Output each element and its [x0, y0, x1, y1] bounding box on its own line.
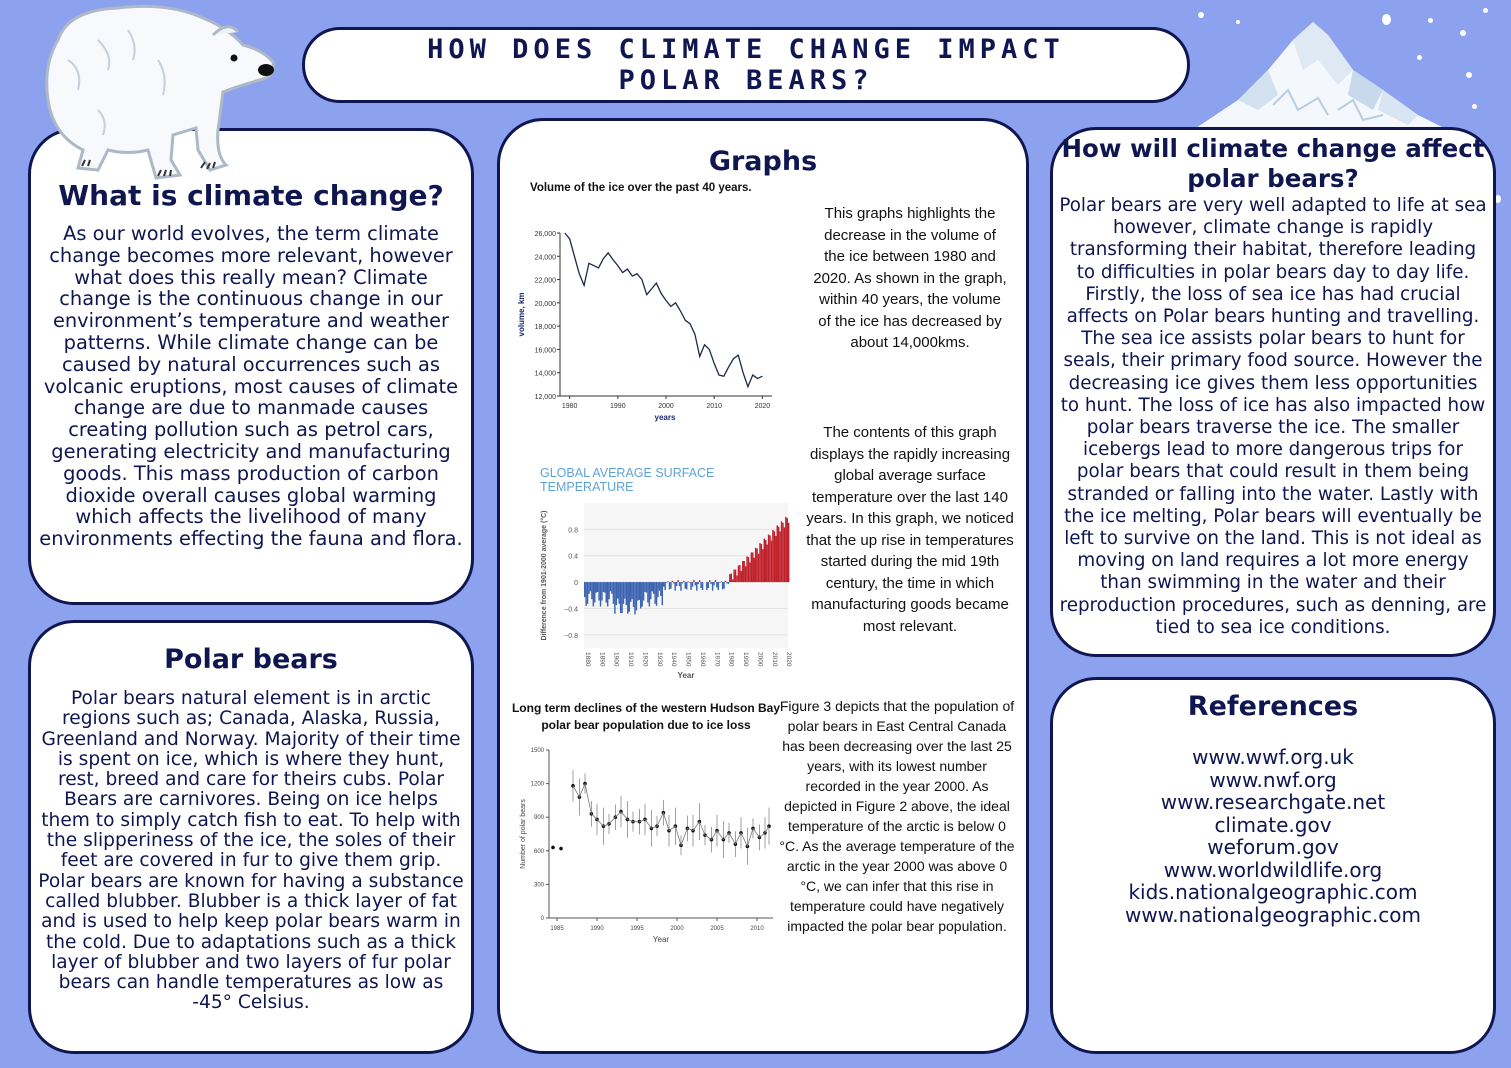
- temperature-bar: [758, 554, 759, 582]
- temperature-bar: [751, 552, 752, 582]
- temperature-bar: [772, 530, 773, 582]
- temperature-bar: [777, 525, 778, 582]
- temperature-bar: [601, 582, 602, 600]
- temperature-bar: [591, 582, 592, 599]
- temperature-bar: [646, 582, 647, 593]
- temperature-bar: [634, 582, 635, 614]
- temperature-bar: [643, 582, 644, 600]
- temperature-bar: [587, 582, 588, 604]
- temperature-bar: [657, 582, 658, 597]
- temperature-bar: [631, 582, 632, 599]
- x-tick-label: 1990: [610, 403, 626, 410]
- temperature-bar: [654, 582, 655, 604]
- temperature-bar: [585, 582, 586, 606]
- temperature-bar: [641, 582, 642, 606]
- population-point: [571, 784, 575, 788]
- temperature-bar: [652, 582, 653, 591]
- x-tick-label: 1980: [561, 403, 578, 410]
- y-tick-label: 14,000: [534, 370, 556, 378]
- ice-volume-line: [565, 233, 763, 387]
- temperature-bar: [677, 580, 678, 582]
- temperature-bar: [595, 582, 596, 593]
- x-tick-label: 1920: [641, 652, 649, 667]
- temperature-bar: [706, 582, 707, 590]
- temperature-bar: [675, 582, 676, 591]
- graph2-caption: The contents of this graph displays the rapidly increasing global average surface temperature over the last 140 years. In this graph, we noticed that the up rise in temperatures started during the mid 19th century, the time in which manufacturing goods became most relevant.: [806, 424, 1014, 635]
- x-tick-label: 1985: [550, 926, 564, 932]
- reference-link[interactable]: climate.gov: [1214, 812, 1332, 837]
- temperature-bar: [653, 582, 654, 594]
- temperature-bar: [676, 582, 677, 586]
- x-tick-label: 2005: [710, 926, 724, 932]
- temperature-bar: [680, 582, 681, 591]
- temperature-bar: [778, 527, 779, 582]
- x-tick-label: 1980: [727, 652, 735, 667]
- temperature-bar: [699, 580, 700, 582]
- temperature-bar: [690, 582, 691, 590]
- graphs-heading: Graphs: [708, 146, 818, 177]
- graph1-caption: This graphs highlights the decrease in the volume of the ice between 1980 and 2020. As shown in the graph, within 40 years, the volume of the ice has decreased by about 14,000kms.: [813, 205, 1007, 351]
- temperature-bar: [719, 582, 720, 583]
- temperature-bar: [720, 581, 721, 582]
- temperature-bar: [629, 582, 630, 612]
- temperature-bar: [669, 582, 670, 589]
- reference-link[interactable]: www.researchgate.net: [1160, 790, 1386, 814]
- y-tick-label: −0.8: [564, 632, 578, 640]
- population-chart: [505, 698, 785, 948]
- affect-heading: How will climate change affect polar bears?: [1061, 134, 1485, 193]
- temperature-bar: [593, 582, 594, 606]
- temperature-bar: [697, 582, 698, 584]
- temperature-bar: [696, 582, 697, 591]
- temperature-bar: [752, 552, 753, 582]
- temperature-bar: [748, 557, 749, 582]
- temperature-bar: [606, 582, 607, 602]
- temperature-bar: [715, 580, 716, 582]
- temperature-bar: [729, 574, 730, 582]
- reference-link[interactable]: www.nwf.org: [1209, 767, 1337, 792]
- x-tick-label: 1970: [713, 652, 721, 667]
- temperature-bar: [687, 581, 688, 582]
- page-title: HOW DOES CLIMATE CHANGE IMPACT POLAR BEARS?: [427, 34, 1065, 96]
- y-axis-label: Difference from 1901-2000 average (°C): [541, 510, 548, 641]
- temperature-bar: [693, 580, 694, 582]
- x-tick-label: 1900: [612, 652, 620, 667]
- temperature-bar: [745, 566, 746, 582]
- temperature-bar: [712, 582, 713, 591]
- temperature-bar: [766, 545, 767, 583]
- temperature-bar: [768, 535, 769, 582]
- temperature-bar: [784, 527, 785, 582]
- reference-link[interactable]: www.wwf.org.uk: [1192, 745, 1354, 769]
- temperature-bar: [620, 582, 621, 613]
- ice-volume-chart: [510, 178, 792, 426]
- temperature-bar: [667, 581, 668, 582]
- temperature-bar: [749, 562, 750, 582]
- x-axis-label: Year: [677, 671, 695, 680]
- temperature-bar: [771, 541, 772, 583]
- temperature-bar: [603, 582, 604, 592]
- temperature-bar: [627, 582, 628, 614]
- polar-bears-heading: Polar bears: [164, 644, 338, 675]
- temperature-bar: [754, 558, 755, 582]
- temperature-bar: [741, 571, 742, 582]
- temperature-bar: [686, 582, 687, 589]
- temperature-bar: [692, 582, 693, 587]
- climate-change-panel: [28, 128, 474, 605]
- references-list: [1053, 746, 1493, 926]
- y-tick-label: 26,000: [534, 231, 556, 238]
- temperature-bar: [742, 561, 743, 582]
- temperature-bar: [725, 581, 726, 582]
- y-tick-label: 900: [533, 815, 544, 822]
- affect-panel: [1050, 127, 1496, 657]
- reference-link[interactable]: kids.nationalgeographic.com: [1128, 880, 1418, 904]
- temperature-bar: [649, 582, 650, 606]
- y-tick-label: 12,000: [534, 394, 556, 401]
- temperature-bar: [604, 582, 605, 593]
- temperature-bar: [666, 582, 667, 583]
- population-point: [559, 847, 563, 851]
- temperature-bar: [633, 582, 634, 607]
- temperature-bar: [787, 518, 788, 582]
- temperature-bar: [618, 582, 619, 604]
- temperature-bar: [735, 570, 736, 583]
- temperature-bar: [689, 582, 690, 583]
- temperature-bar: [617, 582, 618, 598]
- y-tick-label: 300: [533, 882, 544, 889]
- x-tick-label: 1910: [627, 652, 635, 667]
- climate-change-heading: What is climate change?: [58, 179, 444, 212]
- temperature-chart: [532, 458, 794, 680]
- temperature-bar: [723, 582, 724, 589]
- temperature-bar: [779, 531, 780, 582]
- temperature-bar: [710, 582, 711, 584]
- temperature-bar: [739, 565, 740, 582]
- temperature-bar: [695, 582, 696, 585]
- x-tick-label: 2010: [706, 403, 722, 410]
- x-tick-label: 2000: [658, 403, 674, 410]
- references-panel: [1050, 677, 1496, 1054]
- temperature-bar: [700, 582, 701, 588]
- temperature-chart-title: GLOBAL AVERAGE SURFACE TEMPERATURE: [540, 466, 715, 494]
- y-axis-label: Number of polar bears: [520, 799, 527, 869]
- x-axis-label: Year: [652, 935, 670, 944]
- y-tick-label: 24,000: [534, 254, 556, 262]
- temperature-bar: [616, 582, 617, 605]
- temperature-bar: [644, 582, 645, 592]
- x-axis-label: years: [654, 413, 676, 422]
- temperature-bar: [738, 566, 739, 582]
- temperature-bar: [590, 582, 591, 591]
- temperature-bar: [611, 582, 612, 594]
- temperature-bar: [636, 582, 637, 610]
- x-tick-label: 2000: [756, 652, 764, 667]
- temperature-bar: [775, 536, 776, 582]
- temperature-bar: [732, 579, 733, 582]
- x-tick-label: 1960: [698, 652, 706, 667]
- temperature-bar: [746, 556, 747, 582]
- temperature-bar: [623, 582, 624, 604]
- y-tick-label: 1500: [530, 748, 544, 754]
- temperature-bar: [659, 582, 660, 591]
- temperature-bar: [650, 582, 651, 599]
- temperature-bar: [769, 535, 770, 582]
- temperature-bar: [588, 582, 589, 594]
- temperature-bar: [626, 582, 627, 605]
- temperature-bar: [743, 561, 744, 582]
- x-tick-label: 2000: [670, 926, 684, 932]
- y-tick-label: 0.8: [568, 527, 578, 535]
- temperature-bar: [608, 582, 609, 599]
- temperature-bar: [716, 582, 717, 587]
- temperature-bar: [637, 582, 638, 600]
- temperature-bar: [765, 540, 766, 582]
- temperature-bar: [728, 582, 729, 584]
- y-tick-label: 0: [540, 916, 544, 922]
- temperature-bar: [598, 582, 599, 600]
- temperature-bar: [607, 582, 608, 606]
- references-heading: References: [1187, 691, 1359, 722]
- temperature-bar: [736, 576, 737, 583]
- temperature-bar: [610, 582, 611, 591]
- affect-text: Polar bears are very well adapted to life at sea however, climate change is rapidly transforming their habitat, therefore leading to difficulties in polar bears day to day life. Firstly, the loss of sea ice has had crucial affects on Polar bears hunting and travelling. The sea ice assists polar bears to hunt for seals, their primary food source. However the decreasing ice gives them less opportunities to hunt. The loss of ice has also impacted how polar bears traverse the ice. The smaller icebergs lead to more dangerous trips for polar bears that could result in them being stranded or falling into the water. Lastly with the ice melting, Polar bears will eventually be left to survive on the land. This is not ideal as moving on land requires a lot more energy than swimming in the water and their reproduction procedures, such as denning, are tied to sea ice conditions.: [1059, 195, 1487, 638]
- x-tick-label: 1990: [742, 652, 750, 667]
- temperature-bar: [621, 582, 622, 613]
- reference-link[interactable]: www.worldwildlife.org: [1163, 857, 1383, 882]
- temperature-bar: [764, 539, 765, 583]
- y-tick-label: 0: [574, 580, 578, 588]
- temperature-bar: [731, 574, 732, 583]
- temperature-bar: [756, 548, 757, 582]
- y-tick-label: 1200: [530, 781, 544, 788]
- polar-bears-panel: [28, 620, 474, 1054]
- x-tick-label: 2020: [754, 403, 771, 410]
- temperature-bar: [788, 523, 789, 582]
- polar-bears-text: Polar bears natural element is in arctic regions such as; Canada, Alaska, Russia, Greenland and Norway. Majority of their time is spent on ice, which is where they hunt, rest, breed and care for theirs cubs. Polar Bears are carnivores. Being on ice helps them to simply catch fish to eat. To help with the slipperiness of the ice, the soles of their feet are covered in fur to give them grip. Polar bears are known for having a substance called blubber. Blubber is a thick layer of fat and is used to help keep polar bears warm in the cold. Due to adaptations such as a thick layer of blubber and two layers of fur polar bears can handle temperatures as low as -45° Celsius.: [38, 688, 464, 1014]
- temperature-bar: [685, 582, 686, 589]
- population-point: [551, 846, 555, 850]
- temperature-bar: [624, 582, 625, 598]
- temperature-bar: [584, 582, 585, 597]
- temperature-bar: [640, 582, 641, 608]
- x-tick-label: 1950: [684, 652, 692, 667]
- temperature-bar: [762, 549, 763, 582]
- temperature-bar: [774, 531, 775, 582]
- temperature-bar: [594, 582, 595, 602]
- temperature-bar: [679, 582, 680, 586]
- temperature-bar: [733, 570, 734, 583]
- x-tick-label: 1995: [630, 926, 644, 932]
- temperature-bar: [713, 582, 714, 585]
- x-tick-label: 1990: [590, 926, 604, 932]
- temperature-bar: [708, 582, 709, 588]
- y-tick-label: 600: [533, 848, 544, 855]
- title-banner: [302, 27, 1190, 103]
- temperature-bar: [709, 580, 710, 582]
- climate-change-text: As our world evolves, the term climate change becomes more relevant, however what does this really mean? Climate change is the continuous change in our environment’s temperature and weather patterns. While climate change can be caused by natural occurrences such as volcanic eruptions, most causes of climate change are due to manmade causes creating pollution such as petrol cars, generating electricity and manufacturing goods. This mass production of carbon dioxide overall causes global warming which affects the livelihood of many environments effecting the fauna and flora.: [39, 222, 463, 551]
- temperature-bar: [664, 582, 665, 590]
- reference-link[interactable]: weforum.gov: [1207, 835, 1339, 859]
- x-tick-label: 1890: [598, 652, 606, 667]
- graph3-caption: Figure 3 depicts that the population of polar bears in East Central Canada has been decreasing over the last 25 years, with its lowest number recorded in the year 2000. As depicted in Figure 2 above, the ideal temperature of the arctic is below 0 °C. As the average temperature of the arctic in the year 2000 was above 0 °C, we can infer that this rise in temperature could have negatively impacted the polar bear population.: [779, 698, 1015, 934]
- temperature-bar: [647, 582, 648, 602]
- temperature-bar: [755, 548, 756, 582]
- y-tick-label: 18,000: [534, 324, 556, 332]
- temperature-bar: [656, 582, 657, 606]
- temperature-bar: [660, 582, 661, 596]
- polar-bear-illustration: [38, 0, 283, 185]
- y-tick-label: 22,000: [534, 277, 556, 285]
- temperature-bar: [639, 582, 640, 600]
- temperature-bar: [761, 544, 762, 582]
- y-tick-label: 0.4: [568, 553, 578, 561]
- x-tick-label: 2010: [750, 926, 764, 932]
- temperature-bar: [718, 582, 719, 590]
- temperature-bar: [781, 521, 782, 582]
- x-tick-label: 1940: [670, 652, 678, 667]
- x-tick-label: 2020: [785, 652, 793, 667]
- temperature-bar: [782, 523, 783, 582]
- temperature-bar: [785, 517, 786, 582]
- temperature-bar: [630, 582, 631, 602]
- y-axis-label: volume, km: [517, 292, 526, 337]
- reference-link[interactable]: www.nationalgeographic.com: [1124, 902, 1422, 927]
- temperature-bar: [614, 582, 615, 614]
- temperature-bar: [663, 582, 664, 587]
- temperature-bar: [683, 581, 684, 582]
- temperature-bar: [672, 581, 673, 582]
- x-tick-label: 2010: [770, 652, 778, 667]
- temperature-bar: [759, 543, 760, 582]
- temperature-bar: [670, 582, 671, 589]
- temperature-bar: [726, 582, 727, 583]
- temperature-bar: [673, 582, 674, 583]
- temperature-bar: [722, 582, 723, 589]
- y-tick-label: −0.4: [564, 606, 578, 614]
- population-chart-title: Long term declines of the western Hudson Bay polar bear population due to ice loss: [511, 701, 781, 732]
- temperature-bar: [662, 582, 663, 605]
- temperature-bar: [600, 582, 601, 606]
- temperature-bar: [597, 582, 598, 592]
- temperature-bar: [682, 582, 683, 583]
- y-tick-label: 16,000: [534, 347, 556, 355]
- population-line: [573, 784, 769, 847]
- temperature-bar: [702, 582, 703, 590]
- ice-volume-chart-title: Volume of the ice over the past 40 years.: [530, 182, 752, 194]
- y-tick-label: 20,000: [534, 300, 556, 308]
- temperature-bar: [613, 582, 614, 604]
- x-tick-label: 1880: [584, 652, 591, 667]
- x-tick-label: 1930: [655, 652, 663, 667]
